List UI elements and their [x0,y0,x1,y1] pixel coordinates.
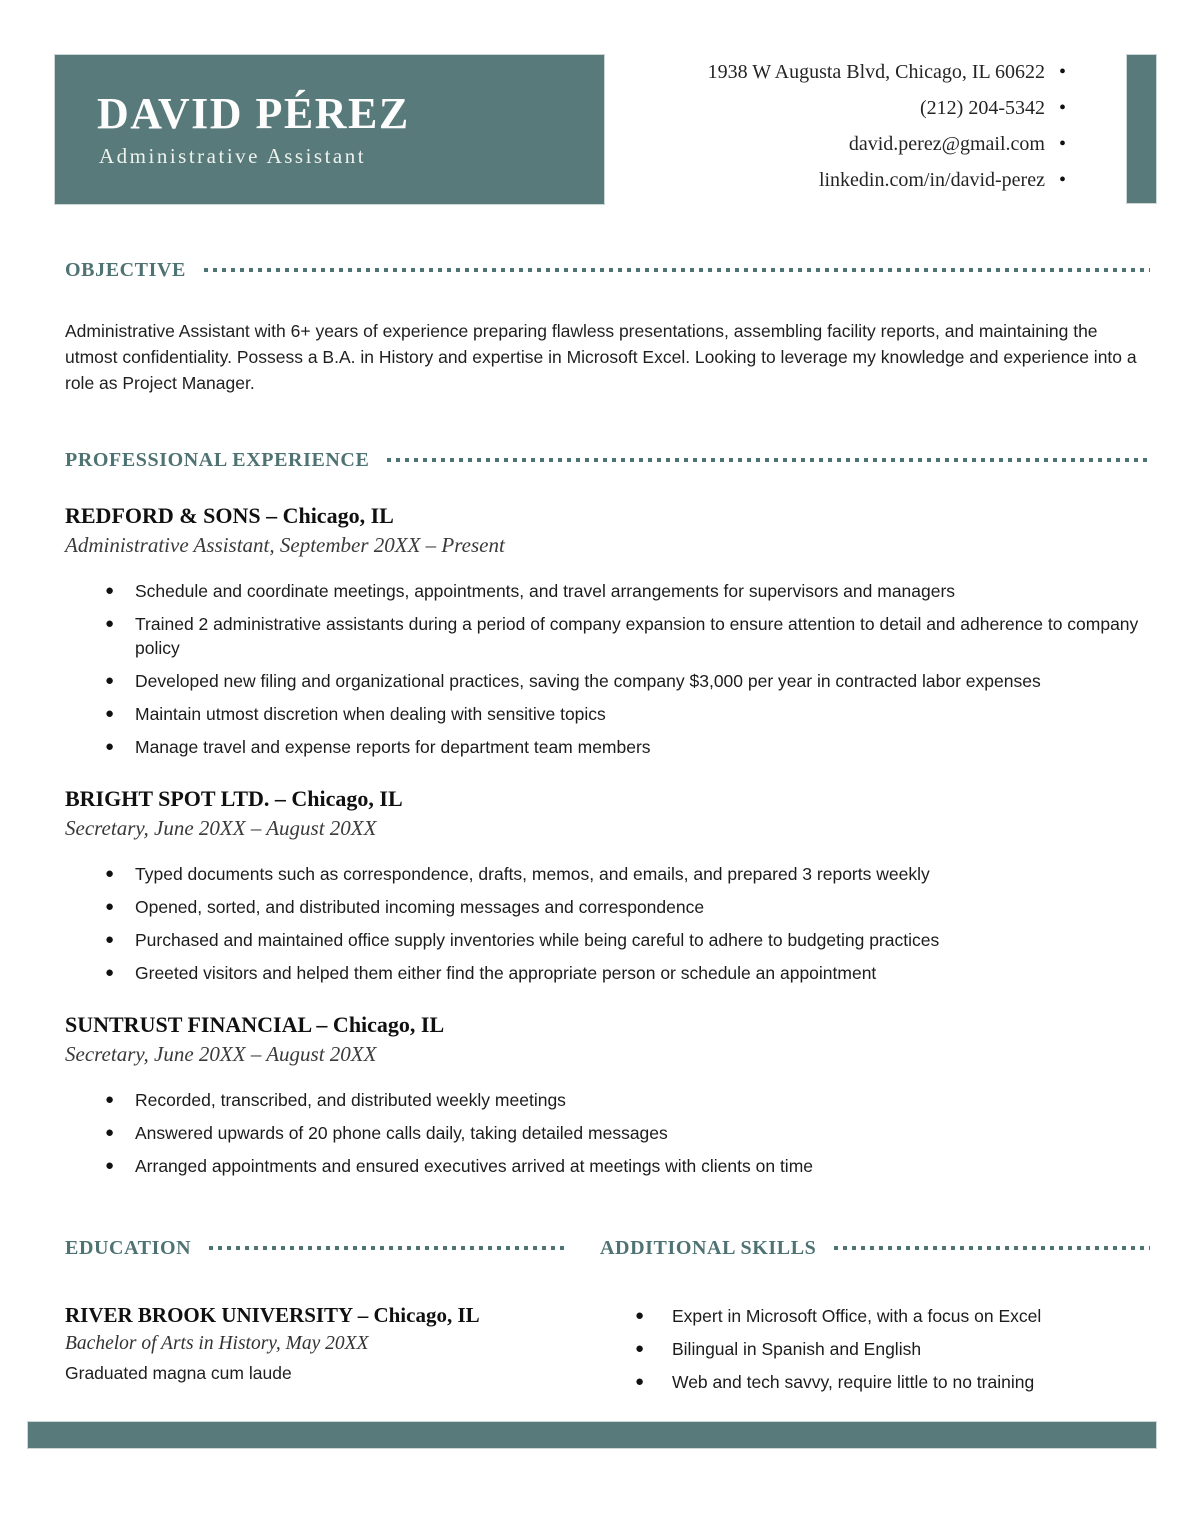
section-heading-skills [600,1236,1150,1260]
contact-info [636,54,1066,198]
dotted-leader [204,268,1150,272]
bullet-item: ● Answered upwards of 20 phone calls daily, taking detailed messages [65,1121,1150,1145]
job-role-dates: Administrative Assistant, September 20XX – Present [65,533,505,557]
job-role-dates: Secretary, June 20XX – August 20XX [65,816,377,840]
job-entry-bright-spot [65,786,1150,994]
bullet-item: ● Opened, sorted, and distributed incoming messages and correspondence [65,895,1150,919]
school-name: RIVER BROOK UNIVERSITY – Chicago, IL [65,1303,480,1327]
bullet-marker-icon: ● [635,1340,645,1357]
contact-linkedin: linkedin.com/in/david-perez [818,169,1045,191]
contact-address-line [636,54,1066,90]
bottom-columns [65,1236,1150,1403]
bullet-marker-icon: ● [105,898,115,915]
company-name: SUNTRUST FINANCIAL – Chicago, IL [65,1012,445,1037]
bullet-item: ● Expert in Microsoft Office, with a focus on Excel [600,1304,1150,1328]
contact-phone-line [636,90,1066,126]
bullet-separator-icon: • [1058,133,1066,155]
bullet-marker-icon: ● [105,672,115,689]
contact-email-line [636,126,1066,162]
objective-heading-label: OBJECTIVE [65,259,186,281]
bullet-marker-icon: ● [105,1091,115,1108]
bullet-item: ● Developed new filing and organizational practices, saving the company $3,000 per year in contracted labor expenses [65,669,1150,693]
bullet-marker-icon: ● [635,1307,645,1324]
resume-job-title: Administrative Assistant [99,144,367,168]
job-bullet-list [65,862,1150,985]
header-name-box [54,54,605,205]
bullet-marker-icon: ● [105,738,115,755]
job-entry-suntrust [65,1012,1150,1187]
bullet-marker-icon: ● [105,931,115,948]
bullet-item: ● Purchased and maintained office supply inventories while being careful to adhere to budgeting practices [65,928,1150,952]
bullet-marker-icon: ● [105,705,115,722]
job-bullet-list [65,579,1150,759]
education-note: Graduated magna cum laude [65,1363,292,1383]
section-heading-experience [65,448,1150,472]
section-heading-objective [65,258,1150,282]
job-bullet-list [65,1088,1150,1178]
bullet-marker-icon: ● [105,1157,115,1174]
bullet-item: ● Maintain utmost discretion when dealing with sensitive topics [65,702,1150,726]
bullet-marker-icon: ● [105,582,115,599]
education-heading-label: EDUCATION [65,1237,192,1259]
objective-text: Administrative Assistant with 6+ years of experience preparing flawless presentations, assembling facility reports, and maintaining the utmost confidentiality. Possess a B.A. in History and expertise in Microsoft Excel. Looking to leverage my knowledge and experience into a role as Project Manager. [65,321,1137,393]
section-heading-education [65,1236,565,1260]
bullet-item: ● Trained 2 administrative assistants during a period of company expansion to ensure attention to detail and adherence to company policy [65,612,1150,660]
footer-accent-bar [27,1421,1157,1449]
dotted-leader [209,1246,565,1250]
company-name: REDFORD & SONS – Chicago, IL [65,503,394,528]
bullet-item: ● Typed documents such as correspondence, drafts, memos, and emails, and prepared 3 reports weekly [65,862,1150,886]
bullet-item: ● Web and tech savvy, require little to no training [600,1370,1150,1394]
skills-bullet-list [600,1304,1150,1394]
bullet-marker-icon: ● [105,1124,115,1141]
job-role-dates: Secretary, June 20XX – August 20XX [65,1042,377,1066]
company-name: BRIGHT SPOT LTD. – Chicago, IL [65,786,403,811]
contact-phone: (212) 204-5342 [920,97,1045,119]
bullet-item: ● Recorded, transcribed, and distributed weekly meetings [65,1088,1150,1112]
dotted-leader [834,1246,1150,1250]
skills-heading-label: ADDITIONAL SKILLS [600,1237,817,1259]
skills-column [600,1236,1150,1403]
dotted-leader [387,458,1150,462]
experience-heading-label: PROFESSIONAL EXPERIENCE [65,449,370,471]
bullet-separator-icon: • [1058,169,1066,191]
job-entry-redford [65,503,1150,768]
resume-name: DAVID PÉREZ [97,89,410,138]
bullet-item: ● Manage travel and expense reports for department team members [65,735,1150,759]
bullet-item: ● Arranged appointments and ensured executives arrived at meetings with clients on time [65,1154,1150,1178]
education-column [65,1236,565,1403]
bullet-separator-icon: • [1058,97,1066,119]
contact-email: david.perez@gmail.com [848,133,1045,155]
bullet-separator-icon: • [1058,61,1066,83]
header-accent-bar [1126,54,1157,204]
bullet-item: ● Schedule and coordinate meetings, appointments, and travel arrangements for supervisors and managers [65,579,1150,603]
bullet-marker-icon: ● [105,615,115,632]
contact-address: 1938 W Augusta Blvd, Chicago, IL 60622 [707,61,1045,83]
degree-line: Bachelor of Arts in History, May 20XX [65,1333,369,1354]
bullet-item: ● Greeted visitors and helped them either find the appropriate person or schedule an appointment [65,961,1150,985]
bullet-marker-icon: ● [635,1373,645,1390]
bullet-marker-icon: ● [105,964,115,981]
contact-linkedin-line [636,162,1066,198]
bullet-item: ● Bilingual in Spanish and English [600,1337,1150,1361]
bullet-marker-icon: ● [105,865,115,882]
